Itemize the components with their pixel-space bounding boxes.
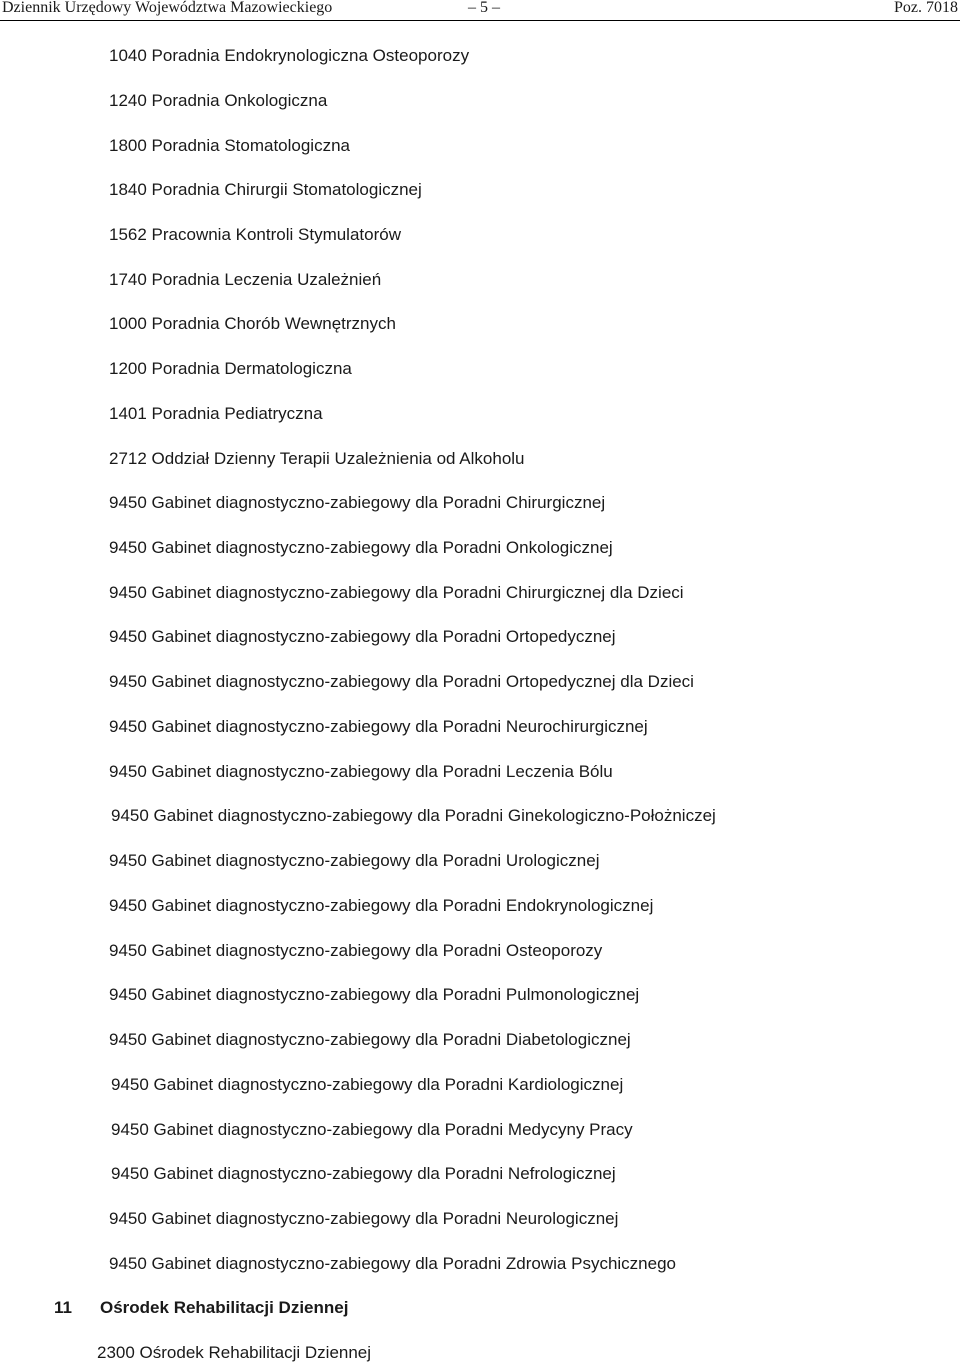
list-item: 1740 Poradnia Leczenia Uzależnień (109, 270, 382, 289)
list-item: 1000 Poradnia Chorób Wewnętrznych (109, 314, 396, 333)
list-item: 9450 Gabinet diagnostyczno-zabiegowy dla Poradni Pulmonologicznej (109, 985, 640, 1004)
list-item: 9450 Gabinet diagnostyczno-zabiegowy dla Poradni Onkologicznej (109, 538, 613, 557)
list-item: 1401 Poradnia Pediatryczna (109, 404, 323, 423)
list-item: 9450 Gabinet diagnostyczno-zabiegowy dla Poradni Urologicznej (109, 851, 600, 870)
section-number: 11 (54, 1298, 72, 1317)
list-item: 9450 Gabinet diagnostyczno-zabiegowy dla Poradni Neurochirurgicznej (109, 717, 648, 736)
section-title: Ośrodek Rehabilitacji Dziennej (100, 1298, 349, 1317)
list-item: 2712 Oddział Dzienny Terapii Uzależnienia od Alkoholu (109, 449, 525, 468)
list-item: 9450 Gabinet diagnostyczno-zabiegowy dla Poradni Diabetologicznej (109, 1030, 631, 1049)
list-item: 1800 Poradnia Stomatologiczna (109, 136, 350, 155)
list-item: 9450 Gabinet diagnostyczno-zabiegowy dla Poradni Osteoporozy (109, 941, 603, 960)
list-item: 9450 Gabinet diagnostyczno-zabiegowy dla Poradni Ortopedycznej (109, 627, 616, 646)
list-item: 9450 Gabinet diagnostyczno-zabiegowy dla Poradni Chirurgicznej (109, 493, 606, 512)
list-item: 9450 Gabinet diagnostyczno-zabiegowy dla Poradni Ortopedycznej dla Dzieci (109, 672, 694, 691)
list-item: 1040 Poradnia Endokrynologiczna Osteoporozy (109, 46, 470, 65)
list-item: 9450 Gabinet diagnostyczno-zabiegowy dla Poradni Ginekologiczno-Położniczej (111, 806, 716, 825)
position-number: Poz. 7018 (894, 0, 958, 16)
list-item: 1200 Poradnia Dermatologiczna (109, 359, 352, 378)
list-item: 1840 Poradnia Chirurgii Stomatologicznej (109, 180, 422, 199)
page-number: – 5 – (468, 0, 500, 16)
list-item: 9450 Gabinet diagnostyczno-zabiegowy dla Poradni Zdrowia Psychicznego (109, 1254, 677, 1273)
list-item: 1240 Poradnia Onkologiczna (109, 91, 328, 110)
section-entry: 2300 Ośrodek Rehabilitacji Dziennej (97, 1343, 372, 1362)
list-item: 9450 Gabinet diagnostyczno-zabiegowy dla Poradni Neurologicznej (109, 1209, 619, 1228)
list-item: 9450 Gabinet diagnostyczno-zabiegowy dla Poradni Leczenia Bólu (109, 762, 613, 781)
list-item: 1562 Pracownia Kontroli Stymulatorów (109, 225, 401, 244)
list-item: 9450 Gabinet diagnostyczno-zabiegowy dla Poradni Medycyny Pracy (111, 1120, 633, 1139)
list-item: 9450 Gabinet diagnostyczno-zabiegowy dla Poradni Chirurgicznej dla Dzieci (109, 583, 684, 602)
list-item: 9450 Gabinet diagnostyczno-zabiegowy dla Poradni Kardiologicznej (111, 1075, 624, 1094)
journal-title: Dziennik Urzędowy Województwa Mazowieckiego (2, 0, 333, 16)
list-item: 9450 Gabinet diagnostyczno-zabiegowy dla Poradni Endokrynologicznej (109, 896, 654, 915)
list-item: 9450 Gabinet diagnostyczno-zabiegowy dla Poradni Nefrologicznej (111, 1164, 616, 1183)
